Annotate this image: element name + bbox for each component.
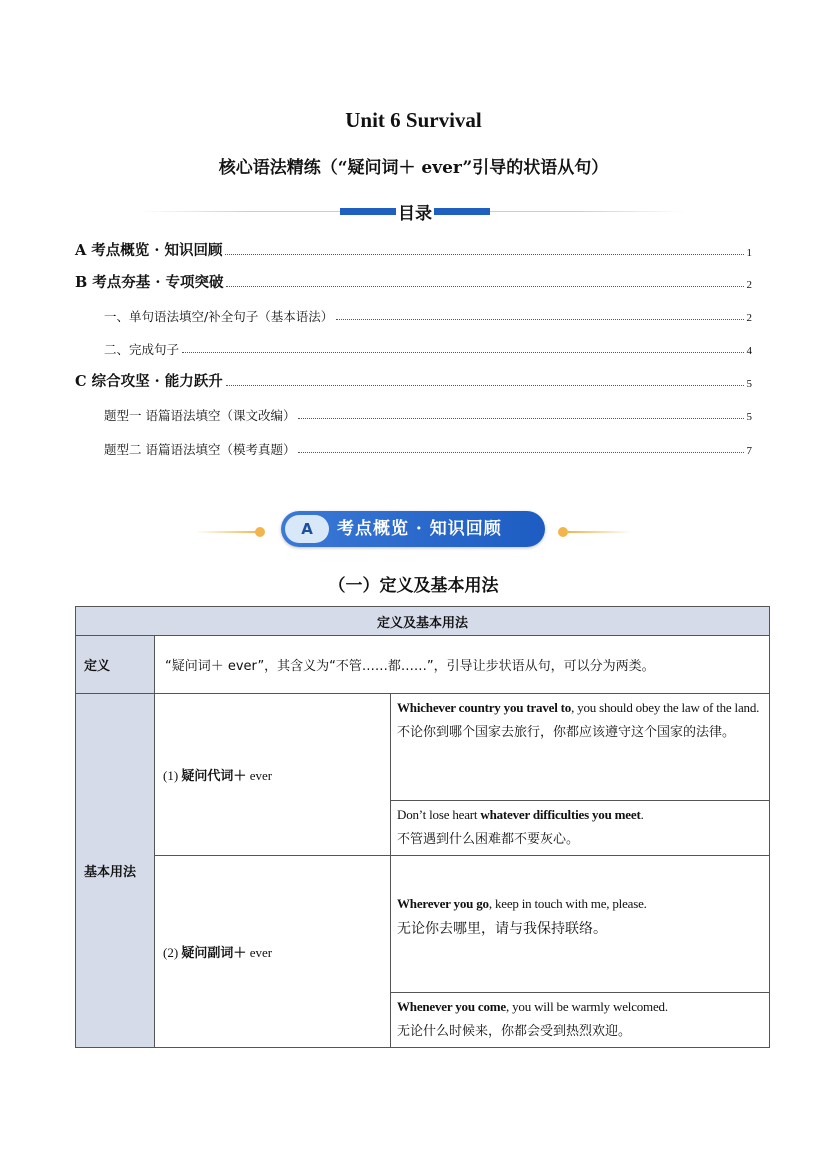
type-label-suffix: ever <box>246 768 273 783</box>
toc-entry-page: 2 <box>746 279 752 291</box>
definition-label: 定义 <box>76 636 155 694</box>
example-chinese: 不管遇到什么困难都不要灰心。 <box>397 832 580 847</box>
toc-entry[interactable] <box>104 334 752 358</box>
toc-leader-dots <box>336 319 743 320</box>
example-cell <box>391 694 770 801</box>
document-title: Unit 6 Survival <box>345 108 482 132</box>
table-header-row <box>76 607 770 636</box>
usage-label: 基本用法 <box>76 694 155 1048</box>
toc-accent-bar-left <box>340 208 396 215</box>
example-clause: whatever difficulties you meet <box>480 807 641 822</box>
toc-entry-page: 1 <box>746 247 752 259</box>
example-chinese: 无论什么时候来，你都会受到热烈欢迎。 <box>397 1024 632 1039</box>
example-clause: Whenever you come <box>397 999 507 1014</box>
toc-leader-dots <box>298 418 743 419</box>
type-label-prefix: (1) <box>163 768 182 783</box>
banner-dot-left <box>255 527 265 537</box>
example-rest: . <box>640 807 644 822</box>
table-row <box>76 694 770 801</box>
example-english <box>397 696 763 720</box>
toc-entry-page: 5 <box>746 411 752 423</box>
toc-entry-label: B 考点夯基 · 专项突破 <box>75 274 224 291</box>
toc-entry[interactable] <box>104 434 752 458</box>
table-header: 定义及基本用法 <box>76 607 770 636</box>
toc-entry[interactable] <box>75 367 752 391</box>
type-label <box>155 856 391 1048</box>
grammar-table <box>75 606 770 1048</box>
table-row <box>76 636 770 694</box>
example-english <box>397 995 763 1019</box>
toc-entry-page: 4 <box>746 345 752 357</box>
toc-entry[interactable] <box>104 301 752 325</box>
type-label-bold: 疑问代词＋ <box>181 769 247 784</box>
toc-entry-page: 7 <box>746 445 752 457</box>
toc-entry-page: 5 <box>746 378 752 390</box>
example-cell <box>391 856 770 993</box>
example-cell <box>391 993 770 1048</box>
toc-heading: 目录 <box>396 199 434 224</box>
type-label-bold: 疑问副词＋ <box>181 946 247 961</box>
toc-entry-page: 2 <box>746 312 752 324</box>
example-lead: Don’t lose heart <box>397 807 481 822</box>
type-label-prefix: (2) <box>163 945 182 960</box>
document-subtitle: 核心语法精练（“疑问词＋ ever”引导的状语从句） <box>218 158 609 178</box>
toc-leader-dots <box>226 286 743 287</box>
example-clause: Whichever country you travel to <box>397 700 572 715</box>
section-heading: （一）定义及基本用法 <box>328 576 499 596</box>
banner-line-right <box>568 531 632 533</box>
toc-entry[interactable] <box>75 236 752 260</box>
toc-entry[interactable] <box>75 268 752 292</box>
example-english <box>397 892 763 916</box>
toc-leader-dots <box>182 352 743 353</box>
toc-entry-label: 题型一 语篇语法填空（课文改编） <box>104 408 296 423</box>
table-row <box>76 856 770 993</box>
toc-accent-bar-right <box>434 208 490 215</box>
toc-entry-label: 二、完成句子 <box>104 342 180 357</box>
example-clause: Wherever you go <box>397 896 489 911</box>
example-rest: , you will be warmly welcomed. <box>506 999 668 1014</box>
toc-leader-dots <box>226 385 744 386</box>
toc-leader-dots <box>298 452 743 453</box>
example-rest: , you should obey the law of the land. <box>571 700 760 715</box>
toc-leader-dots <box>225 254 743 255</box>
type-label-suffix: ever <box>246 945 273 960</box>
banner-line-left <box>196 531 260 533</box>
toc-entry[interactable] <box>104 400 752 424</box>
example-chinese: 无论你去哪里，请与我保持联络。 <box>397 921 607 937</box>
example-rest: , keep in touch with me, please. <box>488 896 647 911</box>
example-cell <box>391 801 770 856</box>
definition-text: “疑问词＋ ever”，其含义为“不管……都……”，引导让步状语从句，可以分为两类。 <box>155 636 770 694</box>
banner-title: 考点概览 · 知识回顾 <box>337 519 502 539</box>
banner-letter: A <box>285 515 329 543</box>
toc-entry-label: A 考点概览 · 知识回顾 <box>75 242 223 259</box>
toc-entry-label: 题型二 语篇语法填空（模考真题） <box>104 442 296 457</box>
type-label <box>155 694 391 856</box>
example-english <box>397 803 763 827</box>
banner-dot-right <box>558 527 568 537</box>
toc-entry-label: C 综合攻坚 · 能力跃升 <box>75 373 223 390</box>
toc-entry-label: 一、单句语法填空/补全句子（基本语法） <box>104 309 334 324</box>
example-chinese: 不论你到哪个国家去旅行，你都应该遵守这个国家的法律。 <box>397 725 736 740</box>
section-banner <box>281 511 545 547</box>
